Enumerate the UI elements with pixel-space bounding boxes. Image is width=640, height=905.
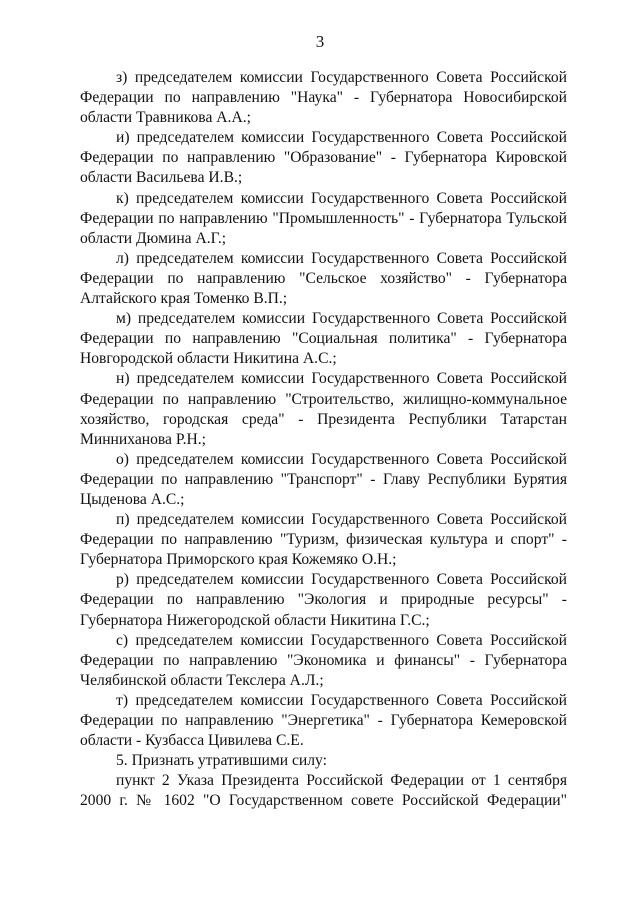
paragraph-i: и) председателем комиссии Государственного Совета Российской Федерации по направлению "Образование" - Губернатора Кировской области Васильева И.В.; [80, 129, 567, 187]
paragraph-l: л) председателем комиссии Государственного Совета Российской Федерации по направлению "Сельское хозяйство" - Губернатора Алтайского края Томенко В.П.; [80, 249, 567, 308]
page-number: 3 [315, 32, 325, 51]
paragraph-repeal-clause: пункт 2 Указа Президента Российской Федерации от 1 сентября 2000 г. № 1602 "О Государственном совете Российской Федерации" [80, 772, 567, 810]
paragraph-o: о) председателем комиссии Государственного Совета Российской Федерации по направлению "Транспорт" - Главу Республики Бурятия Цыденова А.С.; [80, 450, 567, 508]
paragraph-item-5: 5. Признать утратившими силу: [116, 752, 327, 770]
paragraph-r: р) председателем комиссии Государственного Совета Российской Федерации по направлению "Экология и природные ресурсы" - Губернатора Нижегородской области Никитина Г.С.; [80, 571, 567, 629]
paragraph-m: м) председателем комиссии Государственного Совета Российской Федерации по направлению "Социальная политика" - Губернатора Новгородской области Никитина А.С.; [80, 310, 567, 368]
paragraph-n: н) председателем комиссии Государственного Совета Российской Федерации по направлению "Строительство, жилищно-коммунальное хозяйство, городская среда" - Президента Республики Татарстан Минниханова Р.Н.; [80, 370, 567, 448]
paragraph-p: п) председателем комиссии Государственного Совета Российской Федерации по направлению "Туризм, физическая культура и спорт" - Губернатора Приморского края Кожемяко О.Н.; [80, 511, 567, 569]
paragraph-s: с) председателем комиссии Государственного Совета Российской Федерации по направлению "Экономика и финансы" - Губернатора Челябинской области Текслера А.Л.; [80, 631, 567, 689]
document-body [80, 68, 567, 811]
paragraph-z: з) председателем комиссии Государственного Совета Российской Федерации по направлению "Наука" - Губернатора Новосибирской области Травникова А.А.; [80, 69, 567, 127]
paragraph-t: т) председателем комиссии Государственного Совета Российской Федерации по направлению "Энергетика" - Губернатора Кемеровской области - Кузбасса Цивилева С.Е. [80, 691, 567, 750]
paragraph-k: к) председателем комиссии Государственного Совета Российской Федерации по направлению "Промышленность" - Губернатора Тульской области Дюмина А.Г.; [80, 189, 567, 247]
